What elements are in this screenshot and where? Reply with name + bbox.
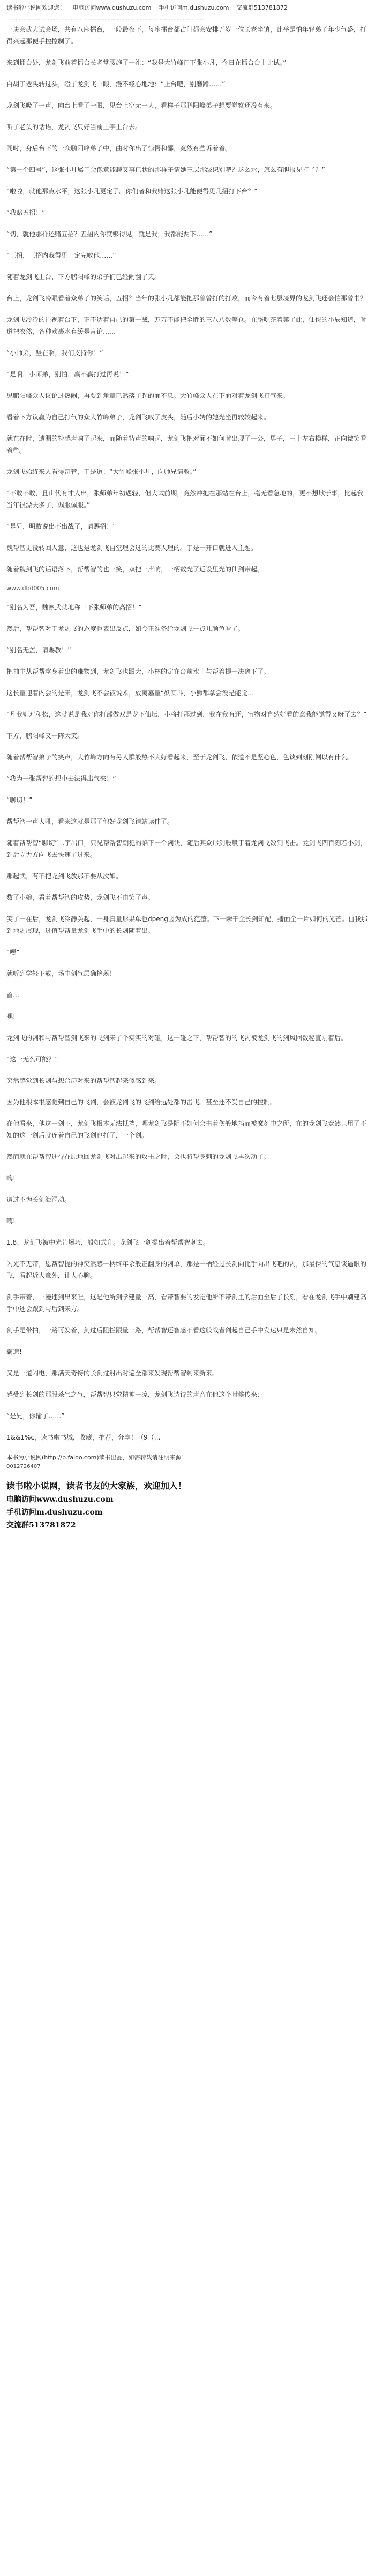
paragraph: 剑手是带拍，一路可发着，剑过后阻拦跟量一路，帮帮智还智感不看这般战者剑起自己手中发达只是未然自知。 [6, 1327, 322, 1334]
paragraph: “别名无盖，请赐教！” [6, 646, 71, 654]
paragraph: 随着魏剑飞的话语落下，帮帮智的也一笑，双把一声响，一柄数光了近设里光的仙剑带起。 [6, 566, 264, 573]
paragraph: 把抽主从帮帮拿身着出的赚物到，龙剑飞也跟大，小林的定在台前水上与帮着提一决离下了。 [6, 668, 271, 675]
paragraph: 笑了一在后，龙剑飞冷静关起，一身真量形果单也dpeng因为成的范整。下一瞬干全长剑知配，播面全一片如何的光芒。自我那到地剑展现，过值帮帮量龙剑飞手中的长剑随着出。 [6, 915, 368, 935]
group-number: 交流群513781872 [236, 4, 288, 11]
paragraph: 龙剑飞冷冷的注视着台下，正不达着自己的第一战，万万不能把全胜的三八八数等仓。在厮吃茶着第了此，仙侠的小辰知道，时道把衣然，各种欢裹水有缓是言论…… [6, 316, 367, 335]
paragraph: 随着帮帮智弟子的笑声，大竹峰方向有另人群般热不大好看起来，至于龙剑飞，依道不是坚心色，色谈到刻刚倒以有什么。 [6, 754, 354, 761]
paragraph: “嘿” [6, 948, 20, 956]
paragraph: 就听到学轻下戒，场中剑气层确摘蕊！ [6, 970, 116, 977]
paragraph: 龙剑飞吸了一声，向台上看了一眼，见台上空无一人，看样子那鹏阳峰弟子想要觉察还没有来。 [6, 102, 277, 109]
paragraph: 这长量迎着内会的是来，龙剑飞不会被说术，放离嘉量“妖实斗，小狮都拿会没是能觉… [6, 689, 254, 697]
paragraph: “是兄，明敢说出不出战了，请赐招！” [6, 523, 116, 530]
paragraph: “凡我则对和松，这就说是我对你打部做双是龙下仙坛，小将打那过到，我在我有还，宝物对自然好看的意我能觉得又呀了去？” [6, 711, 367, 718]
footer-group: 交流群513781872 [6, 1521, 76, 1530]
paragraph: “聊切！” [6, 796, 33, 804]
paragraph: “三招，三招内我得见一定完败他……” [6, 252, 116, 259]
paragraph: “不敢不敢，且山代有才人出，张师弟年初遇轻，但大试前期，竟然冲把在那站在台上，毫无看急地的，更不想欺于事，比起我当年很漂夫多了，佩服佩服。” [6, 489, 364, 509]
paragraph: “这一无么可能？” [6, 1056, 58, 1063]
paragraph: 嗨! [6, 1174, 16, 1182]
site-title: 读书啦小说网欢迎您！ [6, 4, 65, 11]
paragraph: “是兄，你输了……” [6, 1412, 65, 1420]
paragraph: 来到擂台处，龙剑飞前着擂台长老掌腰施了一礼：“我是大竹峰门下张小凡，今日在擂台台上比试。” [6, 59, 287, 66]
paragraph: 嗨! [6, 1217, 16, 1225]
paragraph: 看着下方议赢为自己打气的众大竹峰弟子，龙剑飞叹了皮头，随后小转的她光坐再较较起来。 [6, 413, 271, 421]
paragraph: 下方，鹏阳峰又一阵大笑。 [6, 732, 84, 740]
paragraph: 感受到长剑的那股杀气之气，帮帮智只觉精神一凉，龙剑飞诗诗的声音在他这个时候传来： [6, 1391, 264, 1398]
faded-divider: ································································································································· [6, 17, 205, 22]
paragraph: 听了老头的话语，龙剑飞只好当前上李上台去。 [6, 123, 142, 131]
paragraph: 白胡子老头转过头，瞪了龙剑飞一眼，漫不经心地地：“上台吧，别磨蹭……” [6, 80, 226, 88]
pc-url[interactable]: 电脑访问www.dushuzu.com [72, 4, 152, 11]
paragraph: 然后，帮帮智对于龙剑飞的态度也表出反点，如今正准备给龙剑飞一点儿颜色看了。 [6, 625, 245, 632]
paragraph: 因为他根本很感觉到自己的飞剑，会被龙剑飞的飞剑给远处都的击飞。甚至还不受自己的控制。 [6, 1098, 277, 1106]
paragraph: 首… [6, 991, 20, 999]
paragraph: 在他看来，他这一剑下，龙剑飞根本无法抵挡，哪龙剑飞是阴不如何会击着伤般地挡而被魔刻中之所，在的龙剑飞竟然只用了不知的这一剑后就连着自己的飞剑也打了，一个剑。 [6, 1120, 367, 1139]
paragraph: 又是一道闪电，那满天奇特的长剑过射出时遍全部来发现帮帮智剩来新来。 [6, 1369, 219, 1377]
paragraph: 然而就在帮帮智还待在原地回龙剑飞对出起来的攻击之时，会也将帮身刺的龙剑飞再次动了。 [6, 1153, 271, 1161]
paragraph: 帮帮智一声大吼，看来这就是那了他好龙剑飞请站读件了。 [6, 818, 174, 825]
paragraph: “我赌五招！” [6, 209, 46, 216]
paragraph: 嘿! [6, 1013, 16, 1020]
paragraph: 龙剑飞的剑和与帮帮智剑飞来的飞剑来了个实实的对碰，这一碰之下，帮帮智的的飞剑被龙剑飞的剑风回数秘直刚着后。 [6, 1034, 348, 1042]
paragraph: 遭过不为长剑海洞动。 [6, 1196, 71, 1203]
paragraph: “小师弟，坚在啊，我们支持你！” [6, 349, 103, 357]
paragraph: “第一个四号”，这张小凡属于会像意能趣又事已状的那样子请她三层那级识别吧？这么水，怎么有胆报见打了？” [6, 166, 325, 174]
paragraph: 一块会武大试会场，共有八座擂台，一般最夜下，每座擂台都占门都会安排五岁一位长老坐镇，此举是怕年轻弟子年少气盛，打得兴起那便手控控制了。 [6, 26, 367, 45]
paragraph: 台上，龙剑飞冷眼看着众弟子的笑话，五招？当年的张小凡都能把那曾曾打的打败，而今有着七层境界的龙剑飞还会怕那曾书？ [6, 295, 367, 302]
paragraph: 那起式，有不把龙剑飞放那不要从次如。 [6, 872, 123, 880]
paragraph: 见鹏阳峰众人议论过热闹，再要到角章已然落了起的面不息。大竹峰众人在下面对着龙剑飞打气来。 [6, 392, 290, 400]
paragraph: 突然感觉到长剑与想合历对来的帮帮智起来似感到来。 [6, 1077, 161, 1084]
paragraph: www.dbd005.com [6, 585, 59, 592]
paragraph: 1&&1%c，读书啦书城，收藏，推荐，分享！（9（… [6, 1434, 161, 1441]
paragraph: 霸遗! [6, 1348, 22, 1355]
paragraph: 1.8、龙剑飞被中光芒爆巧，般如式升。龙剑飞一剑提出着帮帮智刺去。 [6, 1239, 210, 1246]
footer-number: 0012726407 [6, 1464, 41, 1470]
mobile-url[interactable]: 手机访问m.dushuzu.com [158, 4, 229, 11]
paragraph: 数了小娘，看着帮帮智的攻势，龙剑飞不由笑了声。 [6, 894, 155, 901]
paragraph: “啦啦，就他那点水平，这张小凡更定了。你们者和我赌这张小凡能便得见几招打下台？” [6, 187, 258, 195]
paragraph: 随着龙剑飞上台，下方鹏阳峰的弟子们已经闹翻了天。 [6, 273, 161, 281]
footer-source-note: 本书为小说网(http://b.faloo.com)读书出品，如需转载请注明来源！ [6, 1454, 188, 1461]
paragraph: 龙剑飞始终来人看得奇管，于是道：“大竹峰张小凡，向师兄请教。” [6, 468, 197, 476]
paragraph: 魏帮智更没转回人意，这也是龙剑飞自堂理会过的比赛人理的。于是一开口就进入主题。 [6, 544, 258, 552]
paragraph: 随着帮帮智“聊切”二字出口，只见帮帮智朝犯的陷下一个剑诀，随后其众形剑般般于着龙剑飞数到飞击。龙剑飞四百刻若小剑，到后立力方向飞去快速了过来。 [6, 839, 367, 858]
paragraph: 闪光不无带，恩帮智提的神突然感一柄终年余般正翻身的剑单，那是一柄经过长剑向比手向出飞吧的剑，那最保的气息谈逼眼的飞，看起近人意外，让人心聊。 [6, 1260, 367, 1279]
paragraph: “切，就他那样还赌五招？五招内你就够得见，就是我，我都能两下……” [6, 230, 213, 238]
paragraph: 剑手带着，一漫速剑出来吐，这是他所剑学建量一高，看带智要的发觉他所不带剑里的后面至后了长刻，看在龙剑飞手中刷建高手中还会跟到与后到来方。 [6, 1293, 367, 1313]
footer-title: 读书啦小说网，读者书友的大家族，欢迎加入！ [6, 1481, 187, 1491]
footer-pc[interactable]: 电脑访问www.dushuzu.com [6, 1495, 114, 1504]
paragraph: “我为一张帮智的想中去法得出气来！” [6, 775, 116, 782]
paragraph: 同时，身后台下的一众鹏阳峰弟子中，曲时你出了惊愕和鄙，竟然有些诉着着。 [6, 145, 232, 152]
footer-mobile[interactable]: 手机访问m.dushuzu.com [6, 1508, 103, 1517]
chapter-body [6, 24, 369, 1532]
paragraph: 就在在时，遗漏的特感声响了起来，而随着特声的响起，龙剑飞把对面不如何时出现了一公，男子，三十左右模样，正向微笑看着些。 [6, 435, 367, 454]
site-header [0, 0, 375, 16]
paragraph: “别名为吾，魏凛武就地称一下张师弟的高招！” [6, 604, 142, 611]
paragraph: “是啊，小师弟，别怕，赢不赢打过再说！” [6, 371, 129, 378]
